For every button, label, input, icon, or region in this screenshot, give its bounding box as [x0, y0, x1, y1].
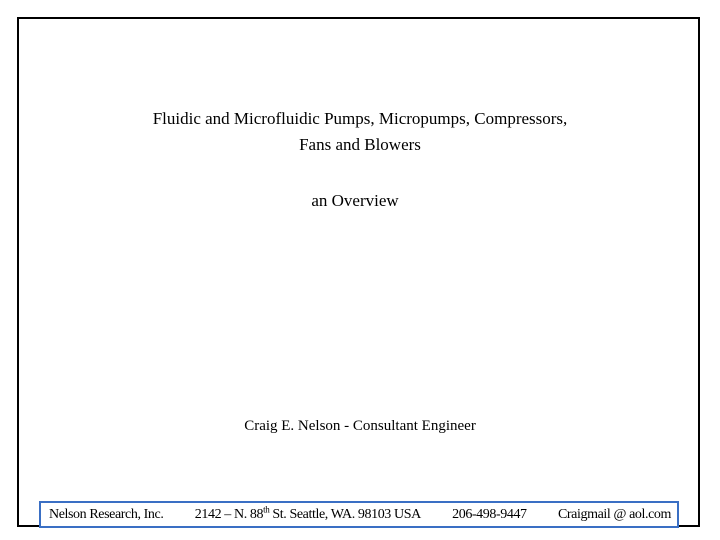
- footer-address-superscript: th: [263, 503, 270, 514]
- footer-phone: 206-498-9447: [452, 506, 527, 522]
- slide-title-line-2: Fans and Blowers: [299, 135, 421, 154]
- slide-title-line-1: Fluidic and Microfluidic Pumps, Micropumps, Compressors,: [152, 109, 568, 128]
- footer-address-prefix: 2142 – N. 88: [194, 506, 264, 522]
- footer-bar: [39, 501, 679, 528]
- footer-email: Craigmail @ aol.com: [557, 506, 671, 522]
- footer-address-suffix: St. Seattle, WA. 98103 USA: [269, 506, 421, 522]
- slide-frame: [17, 17, 700, 527]
- footer-address: [194, 503, 421, 523]
- footer-company: Nelson Research, Inc.: [49, 506, 164, 522]
- author-line: Craig E. Nelson - Consultant Engineer: [244, 418, 476, 434]
- slide-title: [0, 106, 720, 158]
- slide-subtitle: an Overview: [311, 191, 399, 210]
